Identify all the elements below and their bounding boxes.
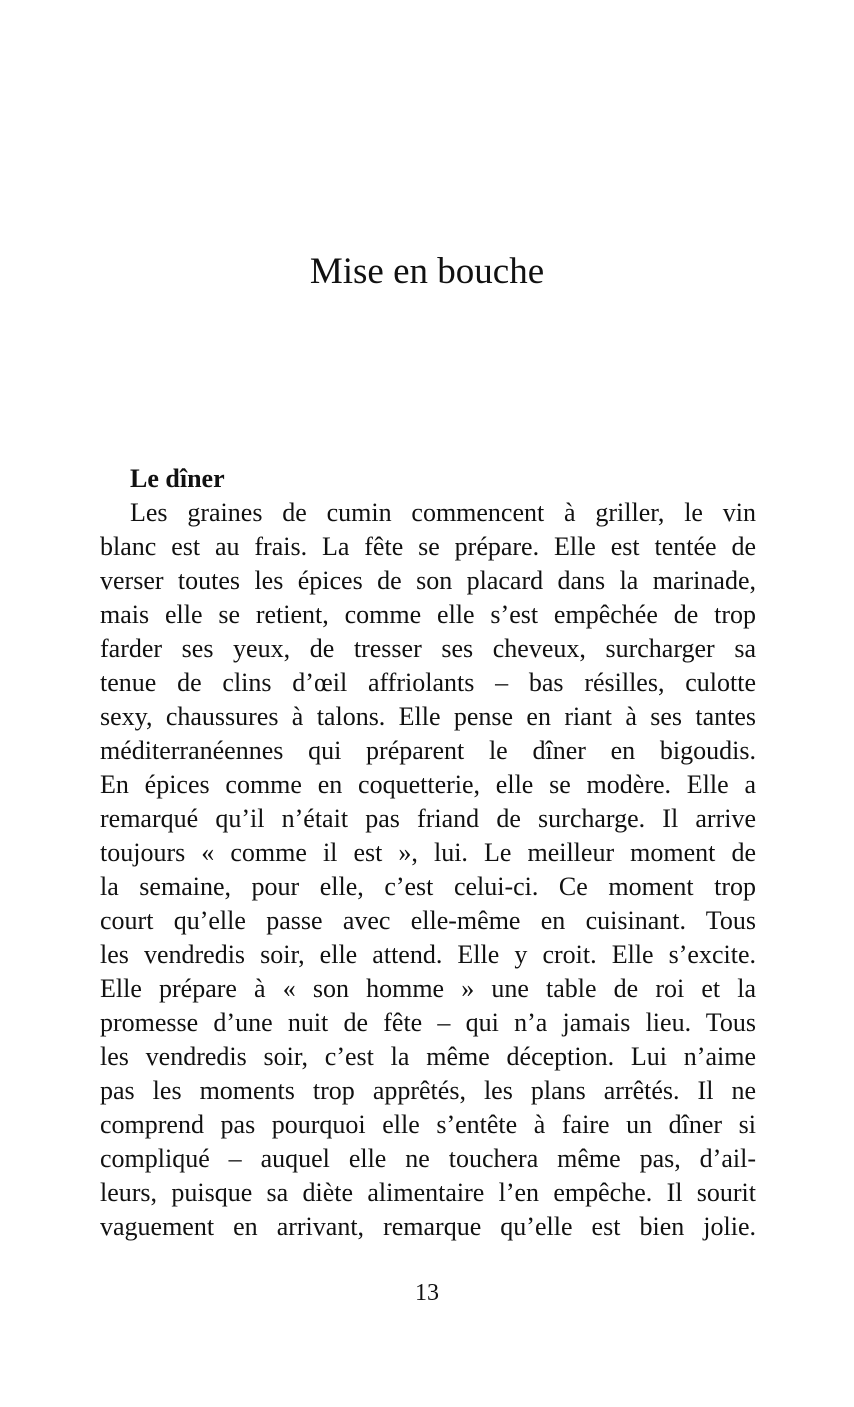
text-line: les vendredis soir, elle attend. Elle y croit. Elle s’excite. xyxy=(100,940,756,969)
text-line: verser toutes les épices de son placard dans la marinade, xyxy=(100,566,756,595)
text-line: mais elle se retient, comme elle s’est empêchée de trop xyxy=(100,600,756,629)
text-line: comprend pas pourquoi elle s’entête à faire un dîner si xyxy=(100,1110,756,1139)
text-line: les vendredis soir, c’est la même déception. Lui n’aime xyxy=(100,1042,756,1071)
text-line: toujours « comme il est », lui. Le meilleur moment de xyxy=(100,838,756,867)
text-line: remarqué qu’il n’était pas friand de surcharge. Il arrive xyxy=(100,804,756,833)
text-line: blanc est au frais. La fête se prépare. Elle est tentée de xyxy=(100,532,756,561)
text-line: la semaine, pour elle, c’est celui-ci. Ce moment trop xyxy=(100,872,756,901)
page-number: 13 xyxy=(415,1280,439,1306)
text-line: leurs, puisque sa diète alimentaire l’en empêche. Il sourit xyxy=(100,1178,756,1207)
chapter-title: Mise en bouche xyxy=(309,251,545,292)
body-text xyxy=(100,496,756,1244)
text-line: compliqué – auquel elle ne touchera même pas, d’ail- xyxy=(100,1144,756,1173)
text-line: sexy, chaussures à talons. Elle pense en riant à ses tantes xyxy=(100,702,756,731)
text-line: Elle prépare à « son homme » une table de roi et la xyxy=(100,974,756,1003)
text-line: court qu’elle passe avec elle-même en cuisinant. Tous xyxy=(100,906,756,935)
text-section xyxy=(100,462,756,1244)
text-line: Les graines de cumin commencent à griller, le vin xyxy=(130,498,756,527)
text-line: vaguement en arrivant, remarque qu’elle est bien jolie. xyxy=(100,1212,756,1241)
section-heading: Le dîner xyxy=(130,464,225,493)
text-line: méditerranéennes qui préparent le dîner en bigoudis. xyxy=(100,736,756,765)
text-line: farder ses yeux, de tresser ses cheveux, surcharger sa xyxy=(100,634,756,663)
text-line: pas les moments trop apprêtés, les plans arrêtés. Il ne xyxy=(100,1076,756,1105)
text-line: tenue de clins d’œil affriolants – bas résilles, culotte xyxy=(100,668,756,697)
text-line: En épices comme en coquetterie, elle se modère. Elle a xyxy=(100,770,756,799)
text-line: promesse d’une nuit de fête – qui n’a jamais lieu. Tous xyxy=(100,1008,756,1037)
